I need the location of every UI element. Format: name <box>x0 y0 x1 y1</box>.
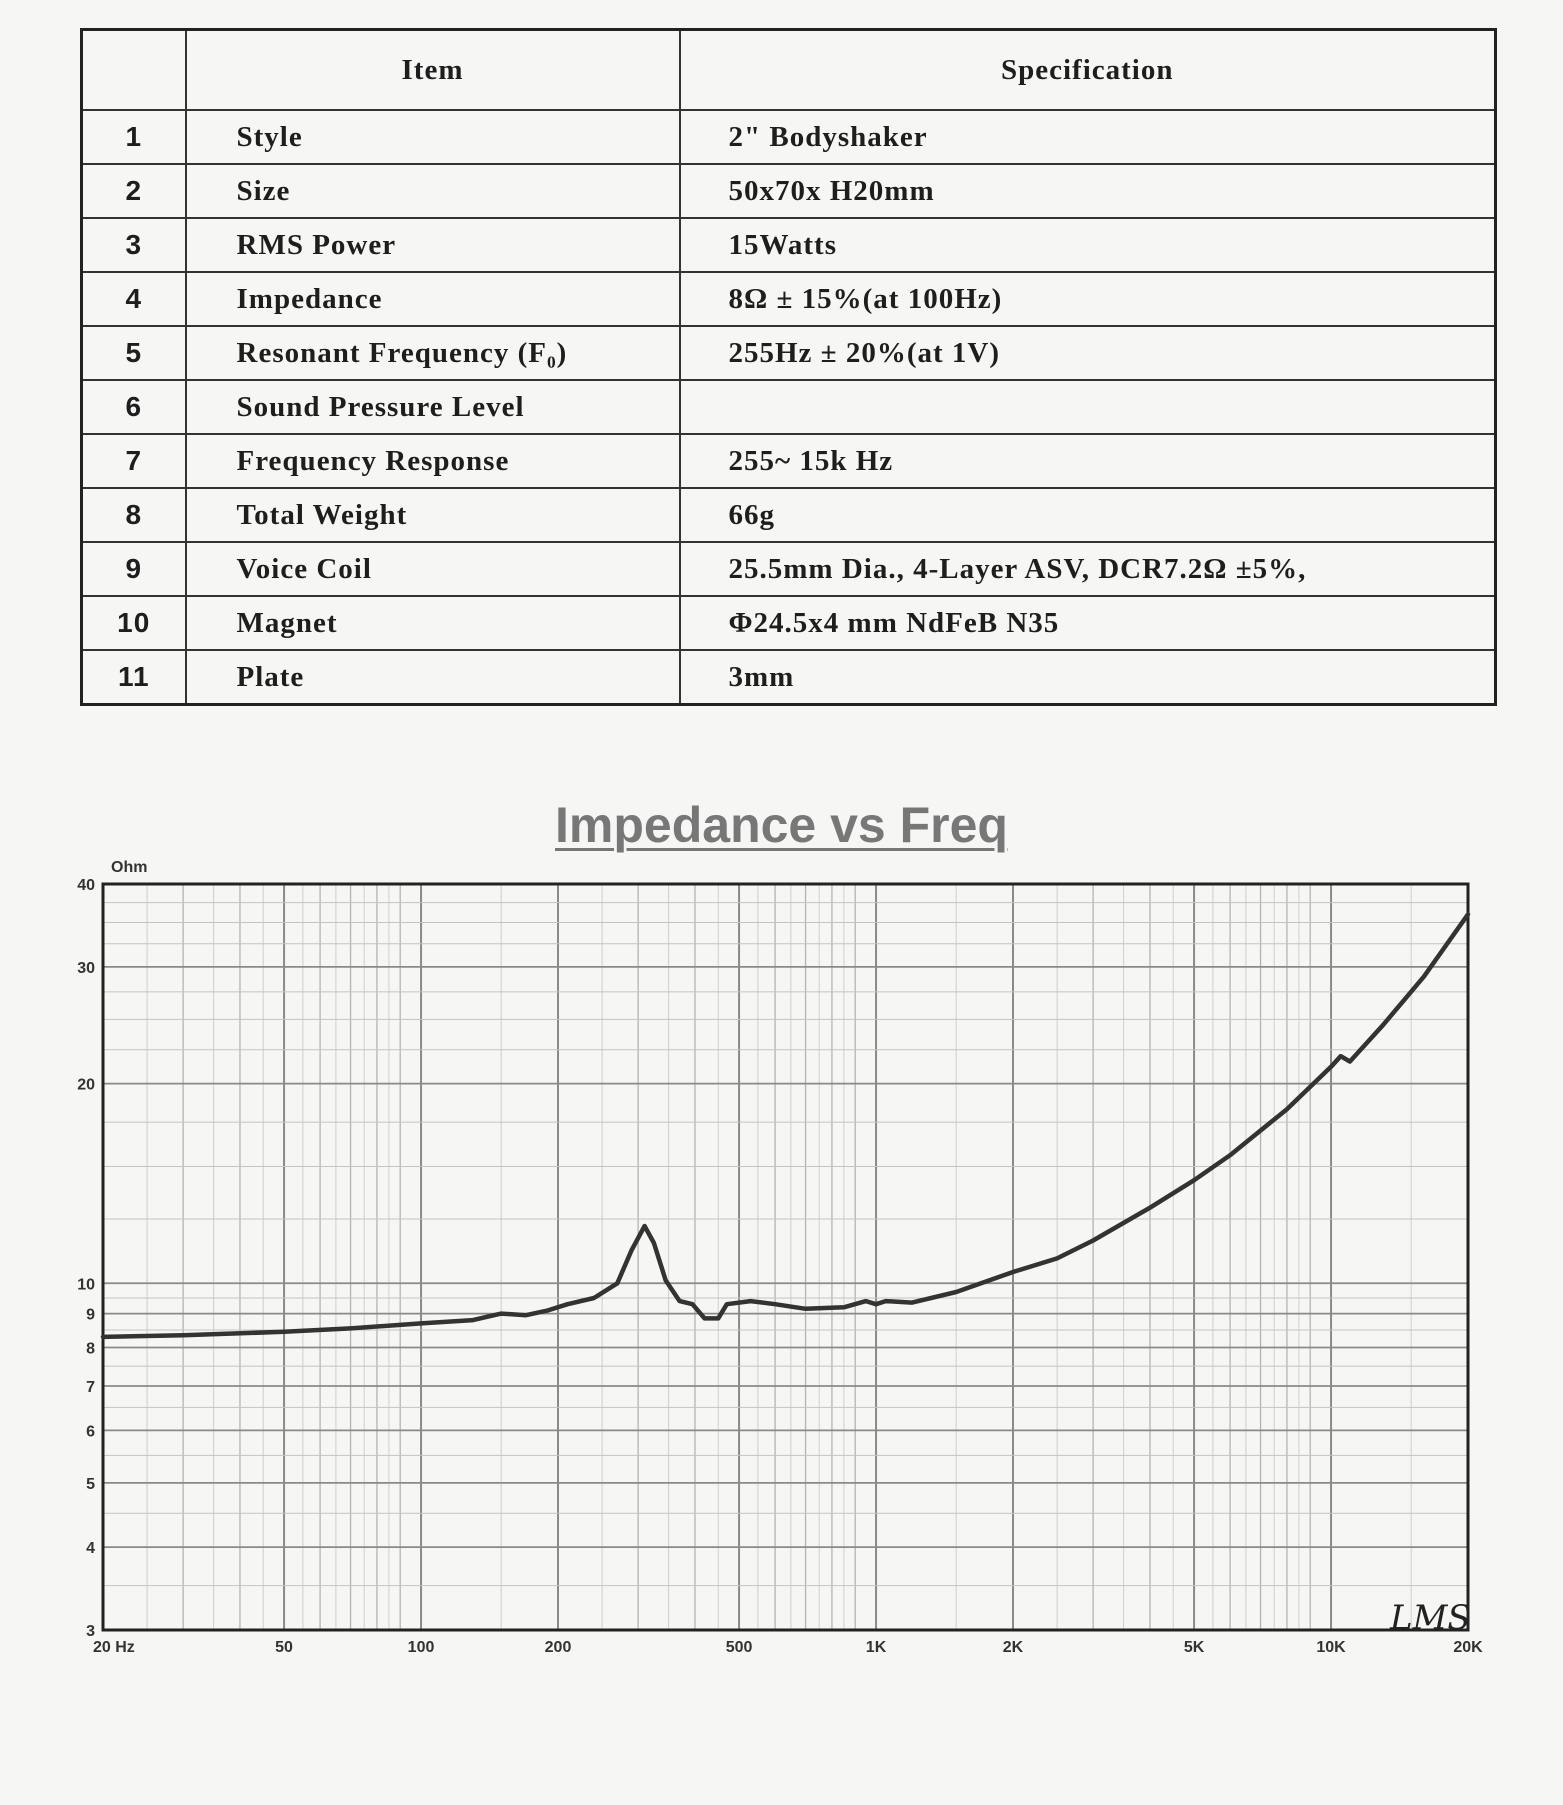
row-number: 7 <box>82 434 186 488</box>
y-tick-label: 3 <box>86 1623 95 1640</box>
y-tick-label: 7 <box>86 1378 95 1396</box>
row-number: 8 <box>82 488 186 542</box>
row-spec: 25.5mm Dia., 4-Layer ASV, DCR7.2Ω ±5%, <box>680 542 1496 596</box>
x-tick-label: 100 <box>407 1639 435 1656</box>
x-tick-label: 2K <box>1002 1639 1024 1656</box>
row-number: 10 <box>82 596 186 650</box>
row-spec: 50x70x H20mm <box>680 164 1496 218</box>
y-tick-label: 9 <box>86 1306 95 1324</box>
row-item: Magnet <box>186 596 680 650</box>
row-number: 3 <box>82 218 186 272</box>
lms-signature: LMS <box>1390 1598 1471 1638</box>
row-number: 4 <box>82 272 186 326</box>
y-tick-label: 5 <box>86 1475 95 1493</box>
row-item: Size <box>186 164 680 218</box>
row-item: Plate <box>186 650 680 705</box>
chart-title-text: Impedance vs Freq <box>555 797 1008 853</box>
row-number: 11 <box>82 650 186 705</box>
y-tick-label: 30 <box>77 959 95 977</box>
row-spec: 66g <box>680 488 1496 542</box>
x-tick-label: 50 <box>275 1639 293 1656</box>
x-tick-label: 20K <box>1453 1639 1483 1656</box>
x-tick-label: 500 <box>725 1639 753 1656</box>
row-spec: 15Watts <box>680 218 1496 272</box>
plot-frame <box>103 884 1468 1630</box>
y-tick-label: 8 <box>86 1340 95 1358</box>
x-tick-label: 20 Hz <box>93 1639 135 1656</box>
row-number: 6 <box>82 380 186 434</box>
row-item: Total Weight <box>186 488 680 542</box>
x-tick-label: 1K <box>865 1639 887 1656</box>
y-tick-label: 4 <box>86 1540 95 1558</box>
row-spec: 255~ 15k Hz <box>680 434 1496 488</box>
row-item: Sound Pressure Level <box>186 380 680 434</box>
header-specification: Specification <box>680 30 1496 111</box>
impedance-curve <box>103 914 1468 1337</box>
x-axis-ticks <box>93 1639 1483 1656</box>
row-spec: 2" Bodyshaker <box>680 110 1496 164</box>
y-axis-ticks <box>77 877 95 1640</box>
y-axis-label: Ohm <box>111 859 148 876</box>
row-number: 1 <box>82 110 186 164</box>
x-tick-label: 200 <box>544 1639 572 1656</box>
row-number: 2 <box>82 164 186 218</box>
row-spec: 8Ω ± 15%(at 100Hz) <box>680 272 1496 326</box>
y-tick-label: 6 <box>86 1423 95 1441</box>
chart-grid <box>103 884 1468 1630</box>
x-tick-label: 5K <box>1183 1639 1205 1656</box>
x-tick-label: 10K <box>1316 1639 1346 1656</box>
header-item: Item <box>186 30 680 111</box>
row-number: 5 <box>82 326 186 380</box>
row-item: Impedance <box>186 272 680 326</box>
y-tick-label: 40 <box>77 877 95 894</box>
row-item: Style <box>186 110 680 164</box>
row-item: Voice Coil <box>186 542 680 596</box>
row-item: Resonant Frequency (F₀) <box>186 326 680 380</box>
y-tick-label: 20 <box>77 1076 95 1094</box>
row-spec: 3mm <box>680 650 1496 705</box>
row-item: Frequency Response <box>186 434 680 488</box>
row-spec: 255Hz ± 20%(at 1V) <box>680 326 1496 380</box>
row-item: RMS Power <box>186 218 680 272</box>
row-number: 9 <box>82 542 186 596</box>
row-spec: Φ24.5x4 mm NdFeB N35 <box>680 596 1496 650</box>
y-tick-label: 10 <box>77 1276 95 1294</box>
